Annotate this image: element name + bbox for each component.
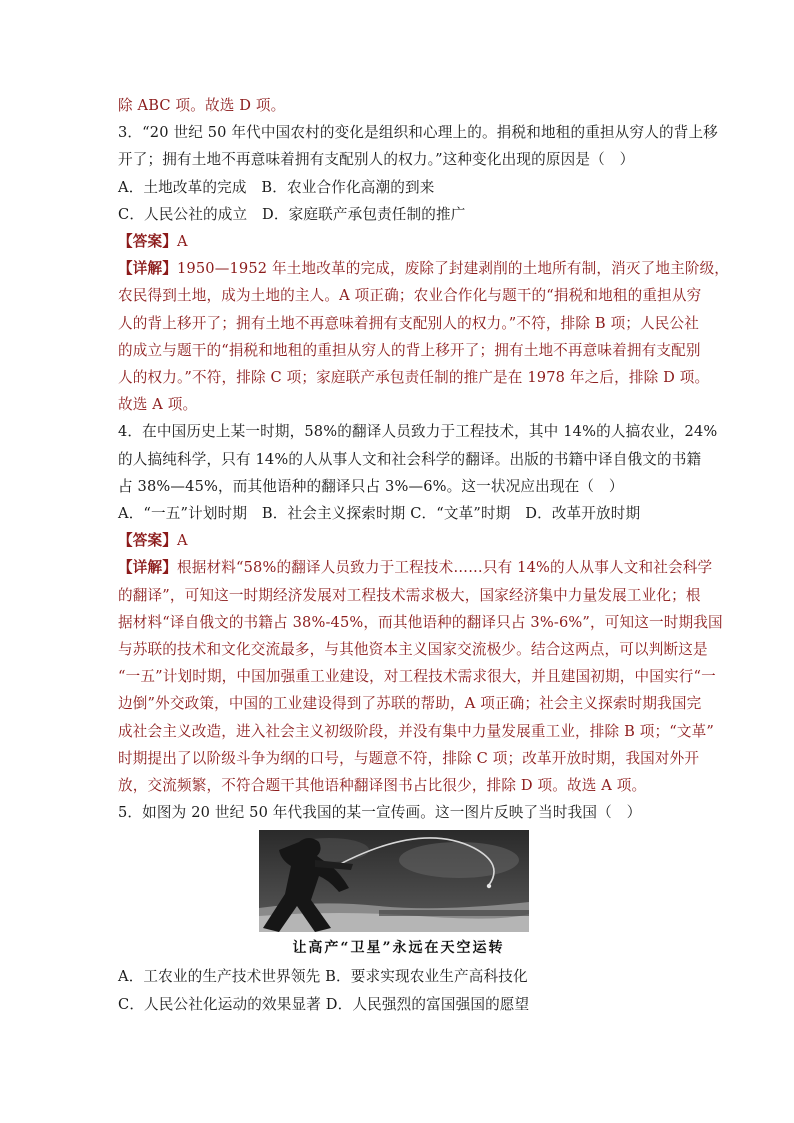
q4-explain-line: 与苏联的技术和文化交流最多，与其他资本主义国家交流极少。结合这两点，可以判断这是 [118, 641, 708, 659]
answer-value: A [176, 532, 188, 550]
q3-explain-line: 的成立与题干的“捐税和地租的重担从穷人的背上移开了；拥有土地不再意味着拥有支配别 [118, 341, 701, 359]
q3-explain-line: 人的背上移开了；拥有土地不再意味着拥有支配别人的权力。”不符，排除 B 项；人民公社 [118, 314, 700, 332]
q3-explain-line: 【详解】1950—1952 年土地改革的完成，废除了封建剥削的土地所有制，消灭了地主阶级， [118, 260, 730, 278]
q3-stem-line: 3．“20 世纪 50 年代中国农村的变化是组织和心理上的。捐税和地租的重担从穷人的背上移 [118, 124, 718, 142]
poster-illustration [259, 830, 529, 932]
q4-stem-line: 占 38%—45%，而其他语种的翻译只占 3%—6%。这一状况应出现在（ ） [118, 477, 624, 495]
q4-stem-line: 4．在中国历史上某一时期，58%的翻译人员致力于工程技术，其中 14%的人搞农业，24% [118, 423, 718, 441]
q5-stem-line: 5．如图为 20 世纪 50 年代我国的某一宣传画。这一图片反映了当时我国（ ） [118, 804, 642, 822]
poster-figure [118, 826, 678, 963]
q4-explain-line: 成社会主义改造，进入社会主义初级阶段，并没有集中力量发展重工业，排除 B 项；“文革” [118, 722, 714, 740]
q4-options-line: A．“一五”计划时期 B．社会主义探索时期 C．“文革”时期 D．改革开放时期 [118, 505, 641, 523]
q3-explain-line: 农民得到土地，成为土地的主人。A 项正确；农业合作化与题干的“捐税和地租的重担从穷 [118, 287, 702, 305]
q5-options-line: A．工农业的生产技术世界领先 B．要求实现农业生产高科技化 [118, 968, 528, 986]
q4-answer [118, 527, 678, 554]
question-3 [118, 119, 730, 418]
q4-explain-line: 据材料“译自俄文的书籍占 38%-45%，而其他语种的翻译只占 3%-6%”，可知这一时期我国 [118, 613, 723, 631]
q3-explain-line: 故选 A 项。 [118, 396, 198, 414]
q4-explain-line: 【详解】根据材料“58%的翻译人员致力于工程技术……只有 14%的人从事人文和社会科学 [118, 559, 713, 577]
answer-value: A [176, 233, 188, 251]
q3-options-line: A．土地改革的完成 B．农业合作化高潮的到来 [118, 178, 435, 196]
answer-label: 【答案】 [118, 233, 177, 251]
poster-caption: 让高产“卫星”永远在天空运转 [292, 940, 505, 957]
q4-explain-line: 边倒”外交政策，中国的工业建设得到了苏联的帮助，A 项正确；社会主义探索时期我国完 [118, 695, 702, 713]
previous-explanation-tail: 除 ABC 项。故选 D 项。 [118, 97, 286, 114]
question-5 [118, 799, 678, 1018]
q4-explain-line: 的翻译”，可知这一时期经济发展对工程技术需求极大，国家经济集中力量发展工业化；根 [118, 586, 701, 604]
q3-answer [118, 228, 678, 255]
question-4 [118, 418, 723, 799]
propaganda-poster-image [259, 830, 529, 932]
q3-stem-line: 开了；拥有土地不再意味着拥有支配别人的权力。”这种变化出现的原因是（ ） [118, 151, 635, 169]
document-page [118, 92, 730, 1018]
answer-label: 【答案】 [118, 532, 177, 550]
explain-label: 【详解】 [118, 260, 177, 278]
q5-options-line: C．人民公社化运动的效果显著 D．人民强烈的富国强国的愿望 [118, 995, 530, 1013]
q4-stem-line: 的人搞纯科学，只有 14%的人从事人文和社会科学的翻译。出版的书籍中译自俄文的书籍 [118, 450, 702, 468]
q4-explain-line: “一五”计划时期，中国加强重工业建设，对工程技术需求很大，并且建国初期，中国实行“一 [118, 668, 716, 686]
q4-explain-line: 时期提出了以阶级斗争为纲的口号，与题意不符，排除 C 项；改革开放时期，我国对外开 [118, 749, 700, 767]
explain-label: 【详解】 [118, 559, 177, 577]
q3-options-line: C．人民公社的成立 D．家庭联产承包责任制的推广 [118, 205, 466, 223]
q3-explain-line: 人的权力。”不符，排除 C 项；家庭联产承包责任制的推广是在 1978 年之后，排除 D 项。 [118, 369, 710, 387]
q4-explain-line: 放，交流频繁，不符合题干其他语种翻译图书占比很少，排除 D 项。故选 A 项。 [118, 777, 647, 795]
